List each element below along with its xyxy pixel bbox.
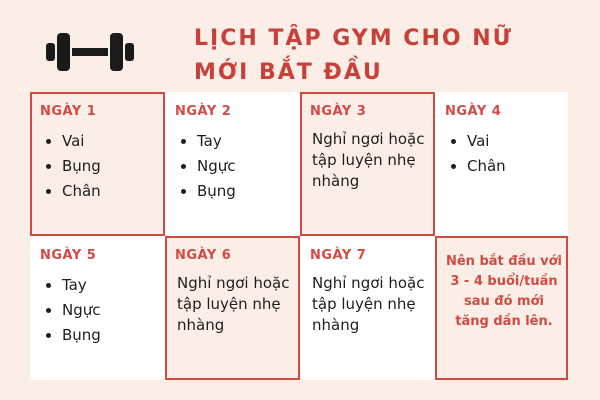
day-5-label: NGÀY 5 bbox=[40, 248, 97, 263]
list-item: • Vai bbox=[467, 129, 568, 154]
dumbbell-icon bbox=[46, 31, 134, 73]
list-item: • Tay bbox=[62, 273, 165, 298]
list-item: • Vai bbox=[62, 129, 163, 154]
schedule-grid bbox=[30, 92, 568, 380]
day-3-text: Nghỉ ngơi hoặc tập luyện nhẹ nhàng bbox=[312, 130, 425, 190]
day-5-list bbox=[40, 273, 165, 348]
note-text: Nên bắt đầu với 3 - 4 buổi/tuần sau đó mới tăng dần lên. bbox=[445, 254, 563, 329]
list-item: • Bụng bbox=[197, 179, 300, 204]
list-item: • Bụng bbox=[62, 154, 163, 179]
list-item: • Ngực bbox=[62, 298, 165, 323]
day-5-card bbox=[30, 236, 165, 380]
title-line-2: MỚI BẮT ĐẦU bbox=[194, 60, 383, 85]
list-item: • Bụng bbox=[62, 323, 165, 348]
day-2-list bbox=[175, 129, 300, 204]
day-1-list bbox=[40, 129, 163, 204]
page-title bbox=[194, 22, 513, 90]
day-1-card bbox=[30, 92, 165, 236]
list-item: • Ngực bbox=[197, 154, 300, 179]
note-card bbox=[435, 236, 568, 380]
day-4-card bbox=[435, 92, 568, 236]
day-2-card bbox=[165, 92, 300, 236]
list-item: • Tay bbox=[197, 129, 300, 154]
day-7-text: Nghỉ ngơi hoặc tập luyện nhẹ nhàng bbox=[312, 274, 425, 334]
day-4-label: NGÀY 4 bbox=[445, 104, 502, 119]
list-item: • Chân bbox=[467, 154, 568, 179]
title-line-1: LỊCH TẬP GYM CHO NỮ bbox=[194, 26, 514, 51]
day-7-label: NGÀY 7 bbox=[310, 248, 367, 263]
day-3-label: NGÀY 3 bbox=[310, 104, 367, 119]
day-7-card bbox=[300, 236, 435, 380]
day-6-label: NGÀY 6 bbox=[175, 248, 232, 263]
day-2-label: NGÀY 2 bbox=[175, 104, 232, 119]
day-4-list bbox=[445, 129, 568, 179]
day-3-card bbox=[300, 92, 435, 236]
list-item: • Chân bbox=[62, 179, 163, 204]
day-1-label: NGÀY 1 bbox=[40, 104, 97, 119]
day-6-text: Nghỉ ngơi hoặc tập luyện nhẹ nhàng bbox=[177, 274, 290, 334]
day-6-card bbox=[165, 236, 300, 380]
